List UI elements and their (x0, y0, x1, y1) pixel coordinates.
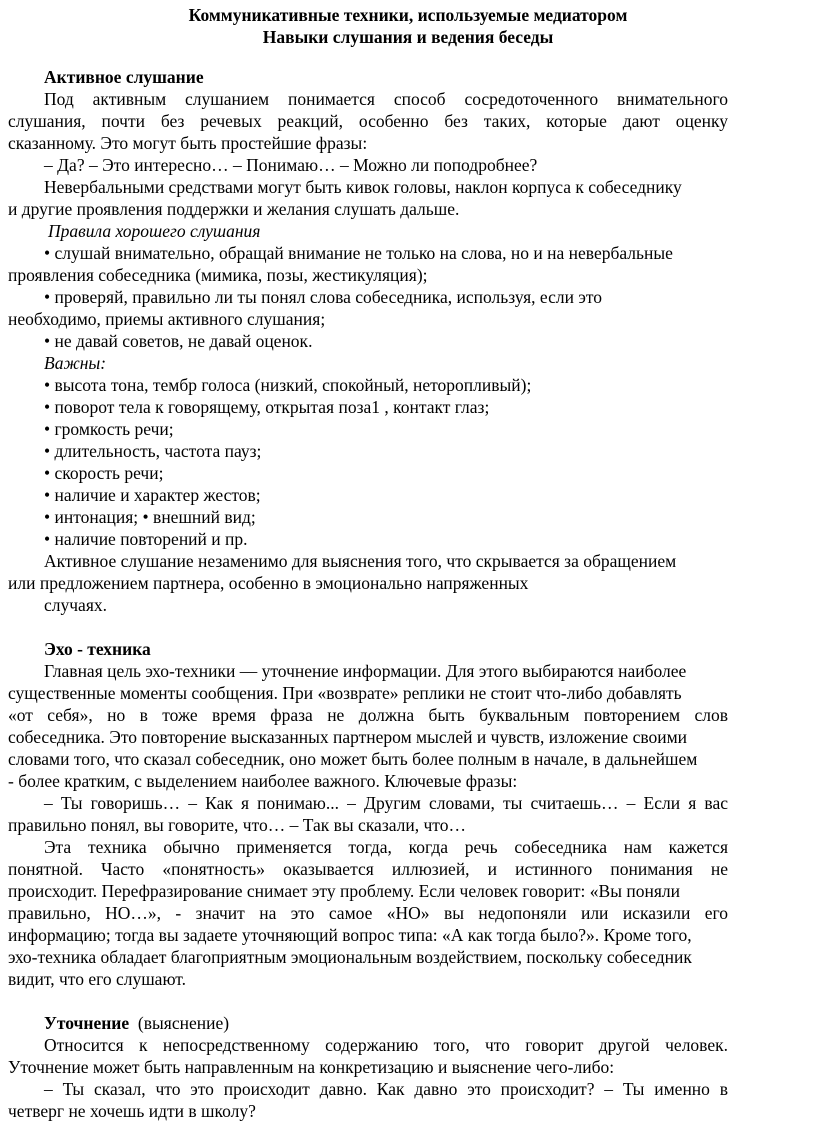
important-item: • наличие и характер жестов; (44, 485, 261, 505)
rule-item: • не давай советов, не давай оценок. (44, 331, 313, 351)
paragraph-line: и другие проявления поддержки и желания слушать дальше. (8, 199, 460, 219)
document-subtitle: Навыки слушания и ведения беседы (262, 27, 554, 47)
key-phrases-line: правильно понял, вы говорите, что… – Так вы сказали, что… (8, 815, 466, 835)
paragraph-line: слушания, почти без речевых реакций, особенно без таких, которые дают оценку (8, 111, 728, 131)
paragraph-line: Уточнение может быть направленным на конкретизацию и выяснение чего-либо: (8, 1057, 615, 1077)
important-item: • поворот тела к говорящему, открытая поза1 , контакт глаз; (44, 397, 490, 417)
section-heading-active-listening: Активное слушание (44, 67, 204, 87)
rule-item-continuation: проявления собеседника (мимика, позы, жестикуляция); (8, 265, 428, 285)
key-phrases-line: – Да? – Это интересно… – Понимаю… – Можно ли поподробнее? (44, 155, 538, 175)
paragraph-line: Под активным слушанием понимается способ сосредоточенного внимательного (44, 89, 728, 109)
paragraph-line: случаях. (44, 595, 107, 615)
paragraph-line: – Ты сказал, что это происходит давно. Как давно это происходит? – Ты именно в (44, 1079, 728, 1099)
paragraph-line: правильно, НО…», - значит на это самое «НО» вы недопоняли или исказили его (8, 903, 728, 923)
paragraph-line: «от себя», но в тоже время фраза не должна быть буквальным повторением слов (8, 705, 728, 725)
rules-heading: Правила хорошего слушания (48, 221, 261, 241)
document-title: Коммуникативные техники, используемые медиатором (188, 5, 628, 25)
rule-item: • слушай внимательно, обращай внимание не только на слова, но и на невербальные (44, 243, 673, 263)
paragraph-line: происходит. Перефразирование снимает эту проблему. Если человек говорит: «Вы поняли (8, 881, 680, 901)
clarification-heading-note: (выяснение) (137, 1013, 230, 1033)
paragraph-line: Активное слушание незаменимо для выяснения того, что скрывается за обращением (44, 551, 677, 571)
paragraph-line: Невербальными средствами могут быть кивок головы, наклон корпуса к собеседнику (44, 177, 682, 197)
paragraph-line: Главная цель эхо-техники — уточнение информации. Для этого выбираются наиболее (44, 661, 687, 681)
important-heading: Важны: (44, 353, 107, 373)
key-phrases-line: – Ты говоришь… – Как я понимаю... – Другим словами, ты считаешь… – Если я вас (44, 793, 728, 813)
paragraph-line: существенные моменты сообщения. При «возврате» реплики не стоит что-либо добавлять (8, 683, 682, 703)
rule-item-continuation: необходимо, приемы активного слушания; (8, 309, 326, 329)
section-heading-echo: Эхо - техника (44, 639, 151, 659)
important-item: • длительность, частота пауз; (44, 441, 262, 461)
important-item: • наличие повторений и пр. (44, 529, 248, 549)
paragraph-line: Эта техника обычно применяется тогда, когда речь собеседника нам кажется (44, 837, 728, 857)
paragraph-line: видит, что его слушают. (8, 969, 186, 989)
paragraph-line: словами того, что сказал собеседник, оно может быть более полным в начале, в дальнейшем (8, 749, 698, 769)
paragraph-line: понятной. Часто «понятность» оказывается иллюзией, и истинного понимания не (8, 859, 728, 879)
paragraph-line: Относится к непосредственному содержанию того, что говорит другой человек. (44, 1035, 728, 1055)
section-heading-clarification (44, 1013, 229, 1035)
paragraph-line: эхо-техника обладает благоприятным эмоциональным воздействием, поскольку собеседник (8, 947, 692, 967)
paragraph-line: сказанному. Это могут быть простейшие фразы: (8, 133, 368, 153)
important-item: • громкость речи; (44, 419, 174, 439)
clarification-heading-text: Уточнение (44, 1013, 130, 1033)
paragraph-line: - более кратким, с выделением наиболее важного. Ключевые фразы: (8, 771, 518, 791)
rule-item: • проверяй, правильно ли ты понял слова собеседника, используя, если это (44, 287, 603, 307)
paragraph-line: собеседника. Это повторение высказанных партнером мыслей и чувств, изложение своими (8, 727, 688, 747)
important-item: • интонация; • внешний вид; (44, 507, 256, 527)
important-item: • скорость речи; (44, 463, 164, 483)
important-item: • высота тона, тембр голоса (низкий, спокойный, неторопливый); (44, 375, 532, 395)
paragraph-line: или предложением партнера, особенно в эмоционально напряженных (8, 573, 529, 593)
paragraph-line: четверг не хочешь идти в школу? (8, 1101, 256, 1121)
paragraph-line: информацию; тогда вы задаете уточняющий вопрос типа: «А как тогда было?». Кроме того, (8, 925, 692, 945)
